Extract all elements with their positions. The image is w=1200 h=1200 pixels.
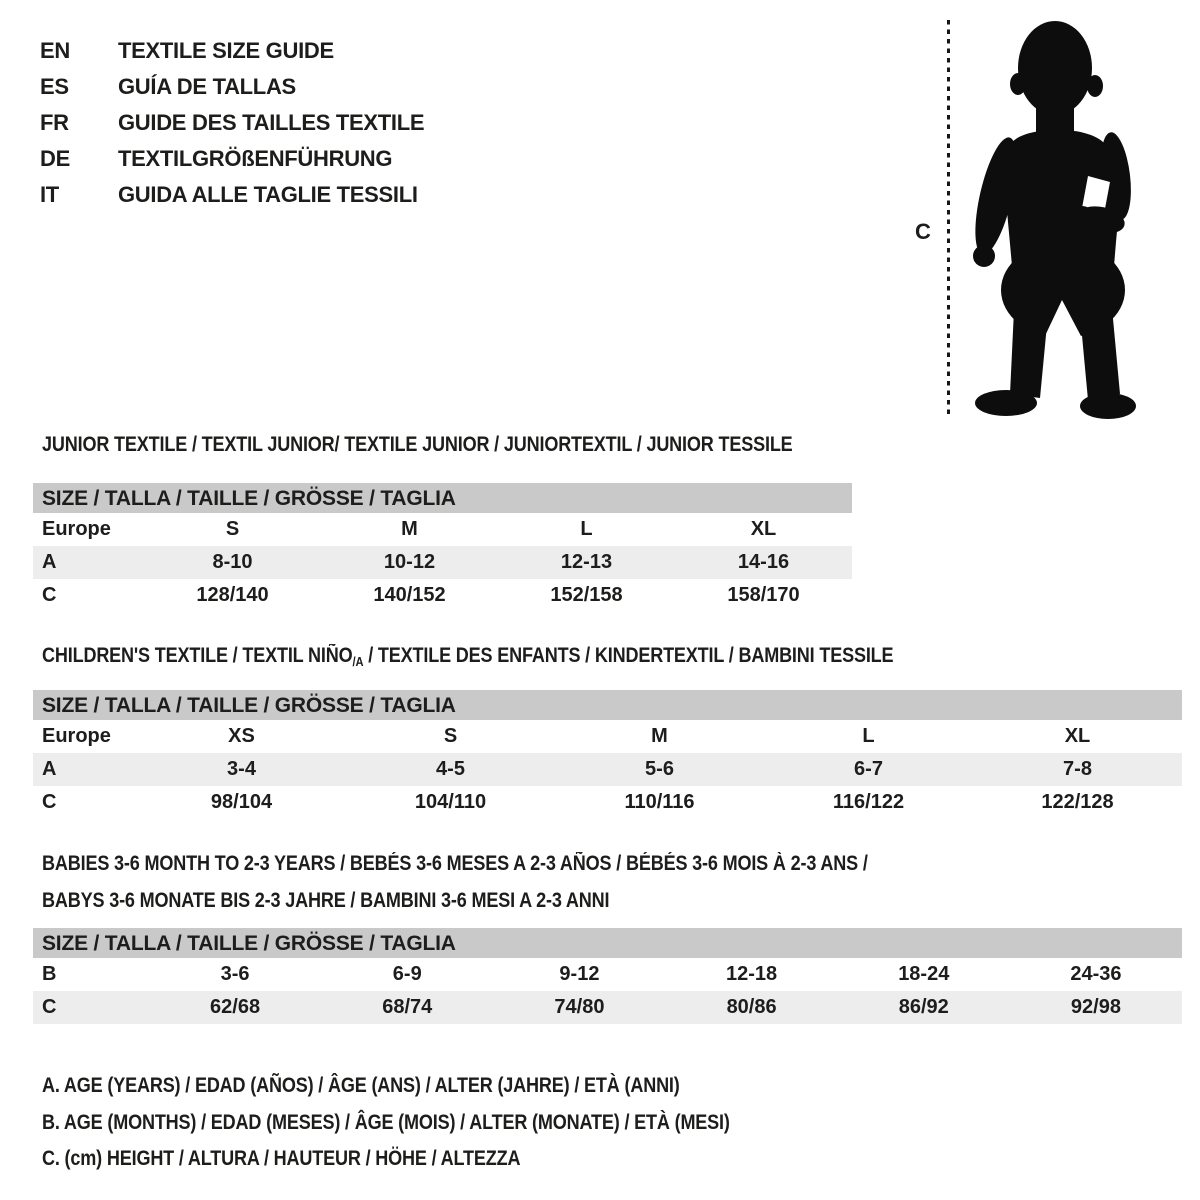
children-section-title	[42, 644, 893, 669]
row-label: Europe	[42, 518, 111, 540]
size-value-cell: 68/74	[382, 996, 433, 1018]
language-label: GUÍA DE TALLAS	[118, 74, 296, 99]
babies-section-title	[42, 845, 868, 919]
language-label: TEXTILE SIZE GUIDE	[118, 38, 334, 63]
row-label: B	[42, 963, 57, 985]
language-row-en	[40, 33, 424, 69]
size-value-cell: L	[580, 518, 593, 540]
size-header-bar: SIZE / TALLA / TAILLE / GRÖSSE / TAGLIA	[33, 928, 1182, 958]
size-value-cell: 116/122	[832, 791, 905, 813]
legend-line-a: A. AGE (YEARS) / EDAD (AÑOS) / ÂGE (ANS) / ALTER (JAHRE) / ETÀ (ANNI)	[42, 1074, 680, 1097]
legend-line-c: C. (cm) HEIGHT / ALTURA / HAUTEUR / HÖHE / ALTEZZA	[42, 1147, 521, 1170]
language-code: EN	[40, 38, 70, 63]
size-value-cell: 92/98	[1070, 996, 1121, 1018]
size-value-cell: 104/110	[414, 791, 487, 813]
size-value-cell: 128/140	[196, 584, 269, 606]
size-value-cell: 74/80	[554, 996, 605, 1018]
junior-section-title: JUNIOR TEXTILE / TEXTIL JUNIOR/ TEXTILE JUNIOR / JUNIORTEXTIL / JUNIOR TESSILE	[42, 433, 793, 456]
size-value-cell: 5-6	[645, 758, 674, 780]
children-title-suffix: / TEXTILE DES ENFANTS / KINDERTEXTIL / BAMBINI TESSILE	[363, 644, 894, 667]
table-row-height-cm	[33, 579, 852, 612]
size-value-cell: 6-7	[854, 758, 883, 780]
size-value-cell: 10-12	[383, 551, 436, 573]
size-value-cell: S	[225, 518, 240, 540]
size-value-cell: 3-6	[220, 963, 250, 985]
size-value-cell: 122/128	[1041, 791, 1114, 813]
table-row-height-cm	[33, 991, 1182, 1024]
language-code: IT	[40, 182, 59, 207]
language-label: TEXTILGRÖßENFÜHRUNG	[118, 146, 393, 171]
size-value-cell: XL	[750, 518, 777, 540]
language-label: GUIDE DES TAILLES TEXTILE	[118, 110, 425, 135]
babies-size-table	[33, 928, 1182, 1024]
size-value-cell: 98/104	[210, 791, 273, 813]
baby-silhouette-icon	[958, 14, 1144, 420]
size-value-cell: 12-13	[560, 551, 613, 573]
table-row-height-cm	[33, 786, 1182, 819]
size-header-bar: SIZE / TALLA / TAILLE / GRÖSSE / TAGLIA	[33, 483, 852, 513]
row-label: A	[42, 758, 57, 780]
size-value-cell: XS	[228, 725, 255, 747]
row-label: C	[42, 584, 57, 606]
table-row-age-years	[33, 753, 1182, 786]
language-row-es	[40, 69, 424, 105]
size-value-cell: S	[443, 725, 458, 747]
size-value-cell: 62/68	[210, 996, 261, 1018]
size-value-cell: 14-16	[737, 551, 790, 573]
size-value-cell: 7-8	[1063, 758, 1092, 780]
row-label: A	[42, 551, 57, 573]
size-value-cell: 6-9	[392, 963, 422, 985]
size-header-bar: SIZE / TALLA / TAILLE / GRÖSSE / TAGLIA	[33, 690, 1182, 720]
size-value-cell: 4-5	[436, 758, 465, 780]
legend-line-b: B. AGE (MONTHS) / EDAD (MESES) / ÂGE (MOIS) / ALTER (MONATE) / ETÀ (MESI)	[42, 1110, 730, 1134]
size-value-cell: L	[862, 725, 875, 747]
language-label: GUIDA ALLE TAGLIE TESSILI	[118, 182, 418, 207]
size-value-cell: 18-24	[898, 963, 950, 985]
table-row-age-years	[33, 546, 852, 579]
size-value-cell: 80/86	[726, 996, 777, 1018]
language-row-fr	[40, 105, 424, 141]
language-row-it	[40, 177, 424, 213]
language-code: FR	[40, 110, 69, 135]
babies-title-line1: BABIES 3-6 MONTH TO 2-3 YEARS / BEBÉS 3-6 MESES A 2-3 AÑOS / BÉBÉS 3-6 MOIS À 2-3 ANS /	[42, 852, 868, 875]
size-value-cell: 140/152	[373, 584, 446, 606]
size-value-cell: 3-4	[227, 758, 256, 780]
size-value-cell: 110/116	[624, 791, 695, 813]
size-value-cell: 86/92	[898, 996, 949, 1018]
table-row-europe	[33, 513, 852, 546]
row-label: Europe	[42, 725, 111, 747]
language-row-de	[40, 141, 424, 177]
junior-size-table	[33, 483, 852, 612]
children-size-table	[33, 690, 1182, 819]
language-code: DE	[40, 146, 70, 171]
size-value-cell: 8-10	[212, 551, 253, 573]
row-label: C	[42, 791, 57, 813]
language-code: ES	[40, 74, 69, 99]
size-value-cell: 12-18	[726, 963, 778, 985]
height-measure-dashed-line	[947, 20, 950, 417]
table-row-age-months	[33, 958, 1182, 991]
language-guide	[40, 33, 424, 213]
size-value-cell: 9-12	[559, 963, 600, 985]
children-title-prefix: CHILDREN'S TEXTILE / TEXTIL NIÑO	[42, 644, 353, 667]
legend	[42, 1068, 730, 1178]
row-label: C	[42, 996, 57, 1018]
size-value-cell: XL	[1064, 725, 1091, 747]
babies-title-line2: BABYS 3-6 MONATE BIS 2-3 JAHRE / BAMBINI 3-6 MESI A 2-3 ANNI	[42, 889, 610, 912]
measure-label-c: C	[915, 219, 931, 244]
size-value-cell: 152/158	[550, 584, 623, 606]
children-title-subscript: /A	[352, 654, 364, 669]
size-value-cell: M	[651, 725, 668, 747]
size-value-cell: M	[401, 518, 418, 540]
size-value-cell: 158/170	[727, 584, 800, 606]
table-row-europe	[33, 720, 1182, 753]
size-value-cell: 24-36	[1070, 963, 1122, 985]
